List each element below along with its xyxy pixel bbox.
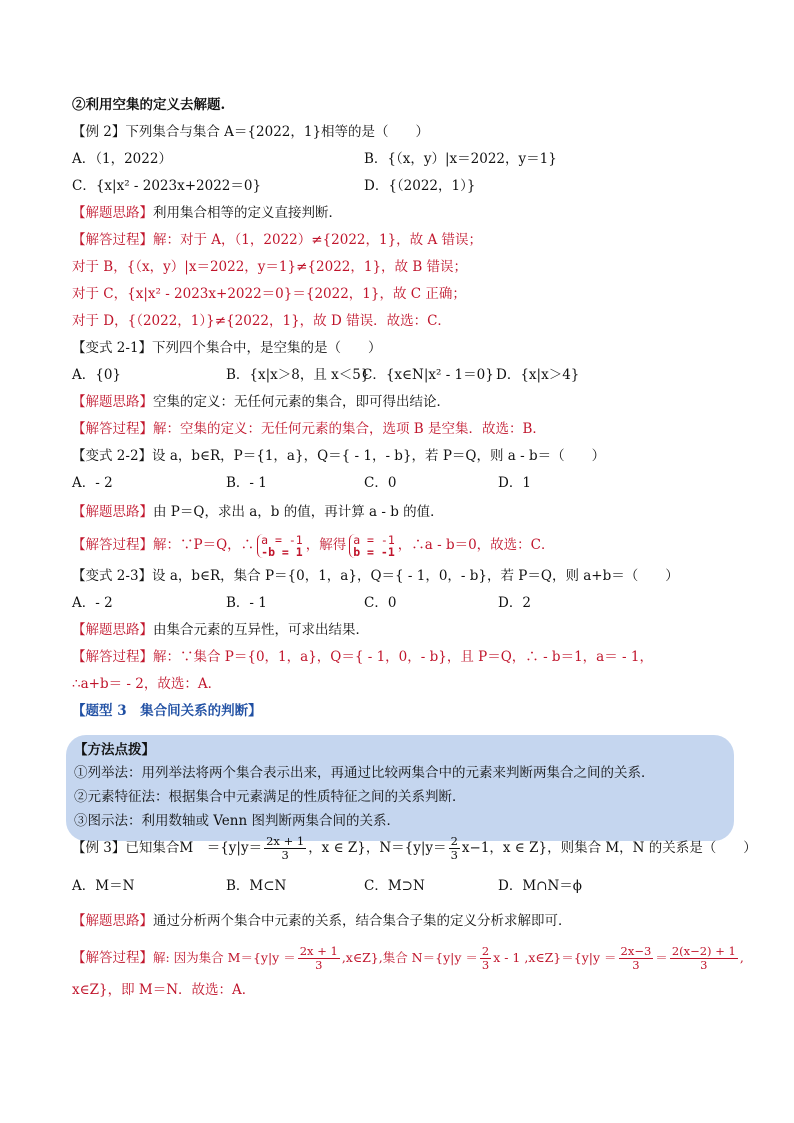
- denominator: 3: [281, 848, 289, 862]
- denominator: 3: [450, 848, 458, 862]
- process-text: 解：空集的定义：无任何元素的集合，选项 B 是空集．故选：B．: [153, 421, 546, 437]
- idea-text: 由集合元素的互异性，可求出结果．: [153, 622, 369, 638]
- variant-2-3-question: 【变式 2-3】设 a，b∈R，集合 P＝{0，1，a}，Q＝{ - 1，0，- b}，若 P＝Q，则 a+b＝（ ）: [72, 568, 679, 584]
- example-2-process-3: 对于 C，{x|x² - 2023x+2022＝0}＝{2022，1}，故 C 正确；: [72, 286, 466, 302]
- example-3-question: [72, 831, 757, 865]
- equation-2a: a = -1: [353, 532, 395, 547]
- idea-label: 【解题思路】: [72, 394, 153, 410]
- process-text: 解：对于 A，（1，2022）≠{2022，1}，故 A 错误；: [153, 232, 483, 248]
- numerator: 2x + 1: [266, 834, 305, 848]
- variant-2-1-question: 【变式 2-1】下列四个集合中，是空集的是（ ）: [72, 340, 382, 356]
- variant-2-2-idea: [72, 497, 732, 527]
- option-b: B．M⊂N: [226, 878, 287, 894]
- idea-text: 通过分析两个集合中元素的关系，结合集合子集的定义分析求解即可．: [153, 913, 572, 929]
- process-label: 【解答过程】: [72, 950, 153, 966]
- process-text-b: ,x∈Z},集合 N＝{y|y ＝: [341, 950, 478, 965]
- process-label: 【解答过程】: [72, 232, 153, 248]
- method-box-spacer: [72, 725, 732, 831]
- denominator: 3: [481, 958, 490, 972]
- variant-2-1-idea: [72, 389, 732, 416]
- example-2-options-row-1: [72, 146, 732, 173]
- option-b: B．{（x，y）|x＝2022，y＝1}: [364, 151, 557, 167]
- numerator: 2x + 1: [299, 944, 338, 958]
- method-item-1: ①列举法：用列举法将两个集合表示出来，再通过比较两集合中的元素来判断两集合之间的关系．: [74, 765, 655, 781]
- option-c: C．M⊃N: [364, 878, 425, 894]
- option-a: A．{0}: [72, 367, 122, 383]
- numerator: 2(x−2) + 1: [671, 944, 736, 958]
- fraction: [264, 835, 306, 862]
- process-text-c: x - 1 ,x∈Z}＝{y|y ＝: [493, 950, 617, 965]
- denominator: 3: [632, 958, 640, 972]
- example-3-options: [72, 873, 732, 900]
- option-c: C．{x∈N|x² - 1＝0}: [362, 367, 494, 383]
- denominator: 3: [315, 958, 323, 972]
- process-text: 解：∵集合 P＝{0，1，a}，Q＝{ - 1，0，- b}，且 P＝Q，∴ - b＝1，a＝ - 1，: [153, 649, 653, 665]
- idea-text: 利用集合相等的定义直接判断．: [153, 205, 342, 221]
- variant-2-1-options: [72, 362, 732, 389]
- option-d: D．{x|x＞4}: [496, 367, 580, 383]
- denominator: 3: [700, 958, 708, 972]
- process-text-a: 解：∵P＝Q，∴: [153, 537, 255, 553]
- equation-1a: a = -1: [261, 532, 303, 547]
- section-heading: ②利用空集的定义去解题.: [72, 97, 226, 113]
- process-label: 【解答过程】: [72, 537, 153, 553]
- question-text-c: x−1，x ∈ Z}，则集合 M，N 的关系是（ ）: [461, 840, 757, 856]
- example-2-idea: [72, 200, 732, 227]
- topic-3-heading: 【题型 3 集合间关系的判断】: [72, 703, 262, 719]
- idea-text: 由 P＝Q，求出 a，b 的值，再计算 a - b 的值．: [153, 504, 444, 520]
- process-text-c: ，∴a - b＝0，故选：C．: [397, 537, 555, 553]
- equals-sign: ＝: [655, 950, 668, 965]
- question-text-b: ，x ∈ Z}，N＝{y|y＝: [308, 840, 447, 856]
- option-a: A．（1，2022）: [72, 151, 172, 167]
- process-text-a: 解: 因为集合 M＝{y|y ＝: [153, 950, 296, 965]
- numerator: 2x−3: [620, 944, 652, 958]
- option-b: B．- 1: [226, 475, 267, 491]
- variant-2-2-process: [72, 527, 732, 563]
- option-c: C．0: [364, 595, 397, 611]
- variant-2-2-question: 【变式 2-2】设 a，b∈R，P＝{1，a}，Q＝{ - 1，- b}，若 P＝Q，则 a - b＝（ ）: [72, 448, 606, 464]
- numerator: 2: [481, 944, 490, 958]
- fraction: [480, 945, 491, 972]
- variant-2-3-idea: [72, 617, 732, 644]
- idea-text: 空集的定义：无任何元素的集合，即可得出结论．: [153, 394, 450, 410]
- option-d: D．{（2022，1）}: [364, 178, 476, 194]
- option-a: A．M＝N: [72, 878, 135, 894]
- option-b: B．{x|x＞8，且 x＜5}: [226, 367, 370, 383]
- method-title: 【方法点拨】: [74, 742, 155, 758]
- example-3-idea: [72, 908, 732, 935]
- document-body: [72, 92, 757, 1004]
- numerator: 2: [450, 834, 458, 848]
- variant-2-2-options: [72, 470, 732, 497]
- option-a: A．- 2: [72, 595, 113, 611]
- example-3-process-last: x∈Z}，即 M＝N．故选：A．: [72, 982, 256, 998]
- option-a: A．- 2: [72, 475, 113, 491]
- method-item-3: ③图示法：利用数轴或 Venn 图判断两集合间的关系．: [74, 813, 400, 829]
- option-c: C．0: [364, 475, 397, 491]
- idea-label: 【解题思路】: [72, 205, 153, 221]
- variant-2-3-options: [72, 590, 732, 617]
- equation-2b: b = -1: [353, 544, 395, 559]
- equation-system-1: [257, 534, 303, 558]
- option-d: D．M∩N＝ϕ: [498, 878, 582, 894]
- option-c: C．{x|x² - 2023x+2022＝0}: [72, 178, 262, 194]
- example-2-process-1: [72, 227, 732, 254]
- fraction: [619, 945, 654, 972]
- variant-2-1-process: [72, 416, 732, 443]
- process-label: 【解答过程】: [72, 421, 153, 437]
- option-d: D．2: [498, 595, 531, 611]
- idea-label: 【解题思路】: [72, 913, 153, 929]
- process-label: 【解答过程】: [72, 649, 153, 665]
- fraction: [449, 835, 460, 862]
- variant-2-3-process-1: [72, 644, 732, 671]
- idea-label: 【解题思路】: [72, 622, 153, 638]
- process-text-b: ，解得: [305, 537, 347, 553]
- equation-system-2: [349, 534, 395, 558]
- process-text-d: ,: [739, 950, 744, 965]
- option-b: B．- 1: [226, 595, 267, 611]
- idea-label: 【解题思路】: [72, 504, 153, 520]
- example-2-process-4: 对于 D，{（2022，1）}≠{2022，1}，故 D 错误．故选：C．: [72, 313, 451, 329]
- question-text-a: 【例 3】已知集合M ＝{y|y＝: [72, 840, 263, 856]
- fraction: [298, 945, 340, 972]
- example-2-question: 【例 2】下列集合与集合 A＝{2022，1}相等的是（ ）: [72, 124, 430, 140]
- equation-1b: -b = 1: [261, 544, 303, 559]
- fraction: [670, 945, 738, 972]
- example-3-process: [72, 939, 744, 977]
- variant-2-3-process-2: ∴a+b＝ - 2，故选：A．: [72, 676, 222, 692]
- method-item-2: ②元素特征法：根据集合中元素满足的性质特征之间的关系判断．: [74, 789, 466, 805]
- option-d: D．1: [498, 475, 531, 491]
- example-2-options-row-2: [72, 173, 732, 200]
- example-2-process-2: 对于 B，{（x，y）|x＝2022，y＝1}≠{2022，1}，故 B 错误；: [72, 259, 468, 275]
